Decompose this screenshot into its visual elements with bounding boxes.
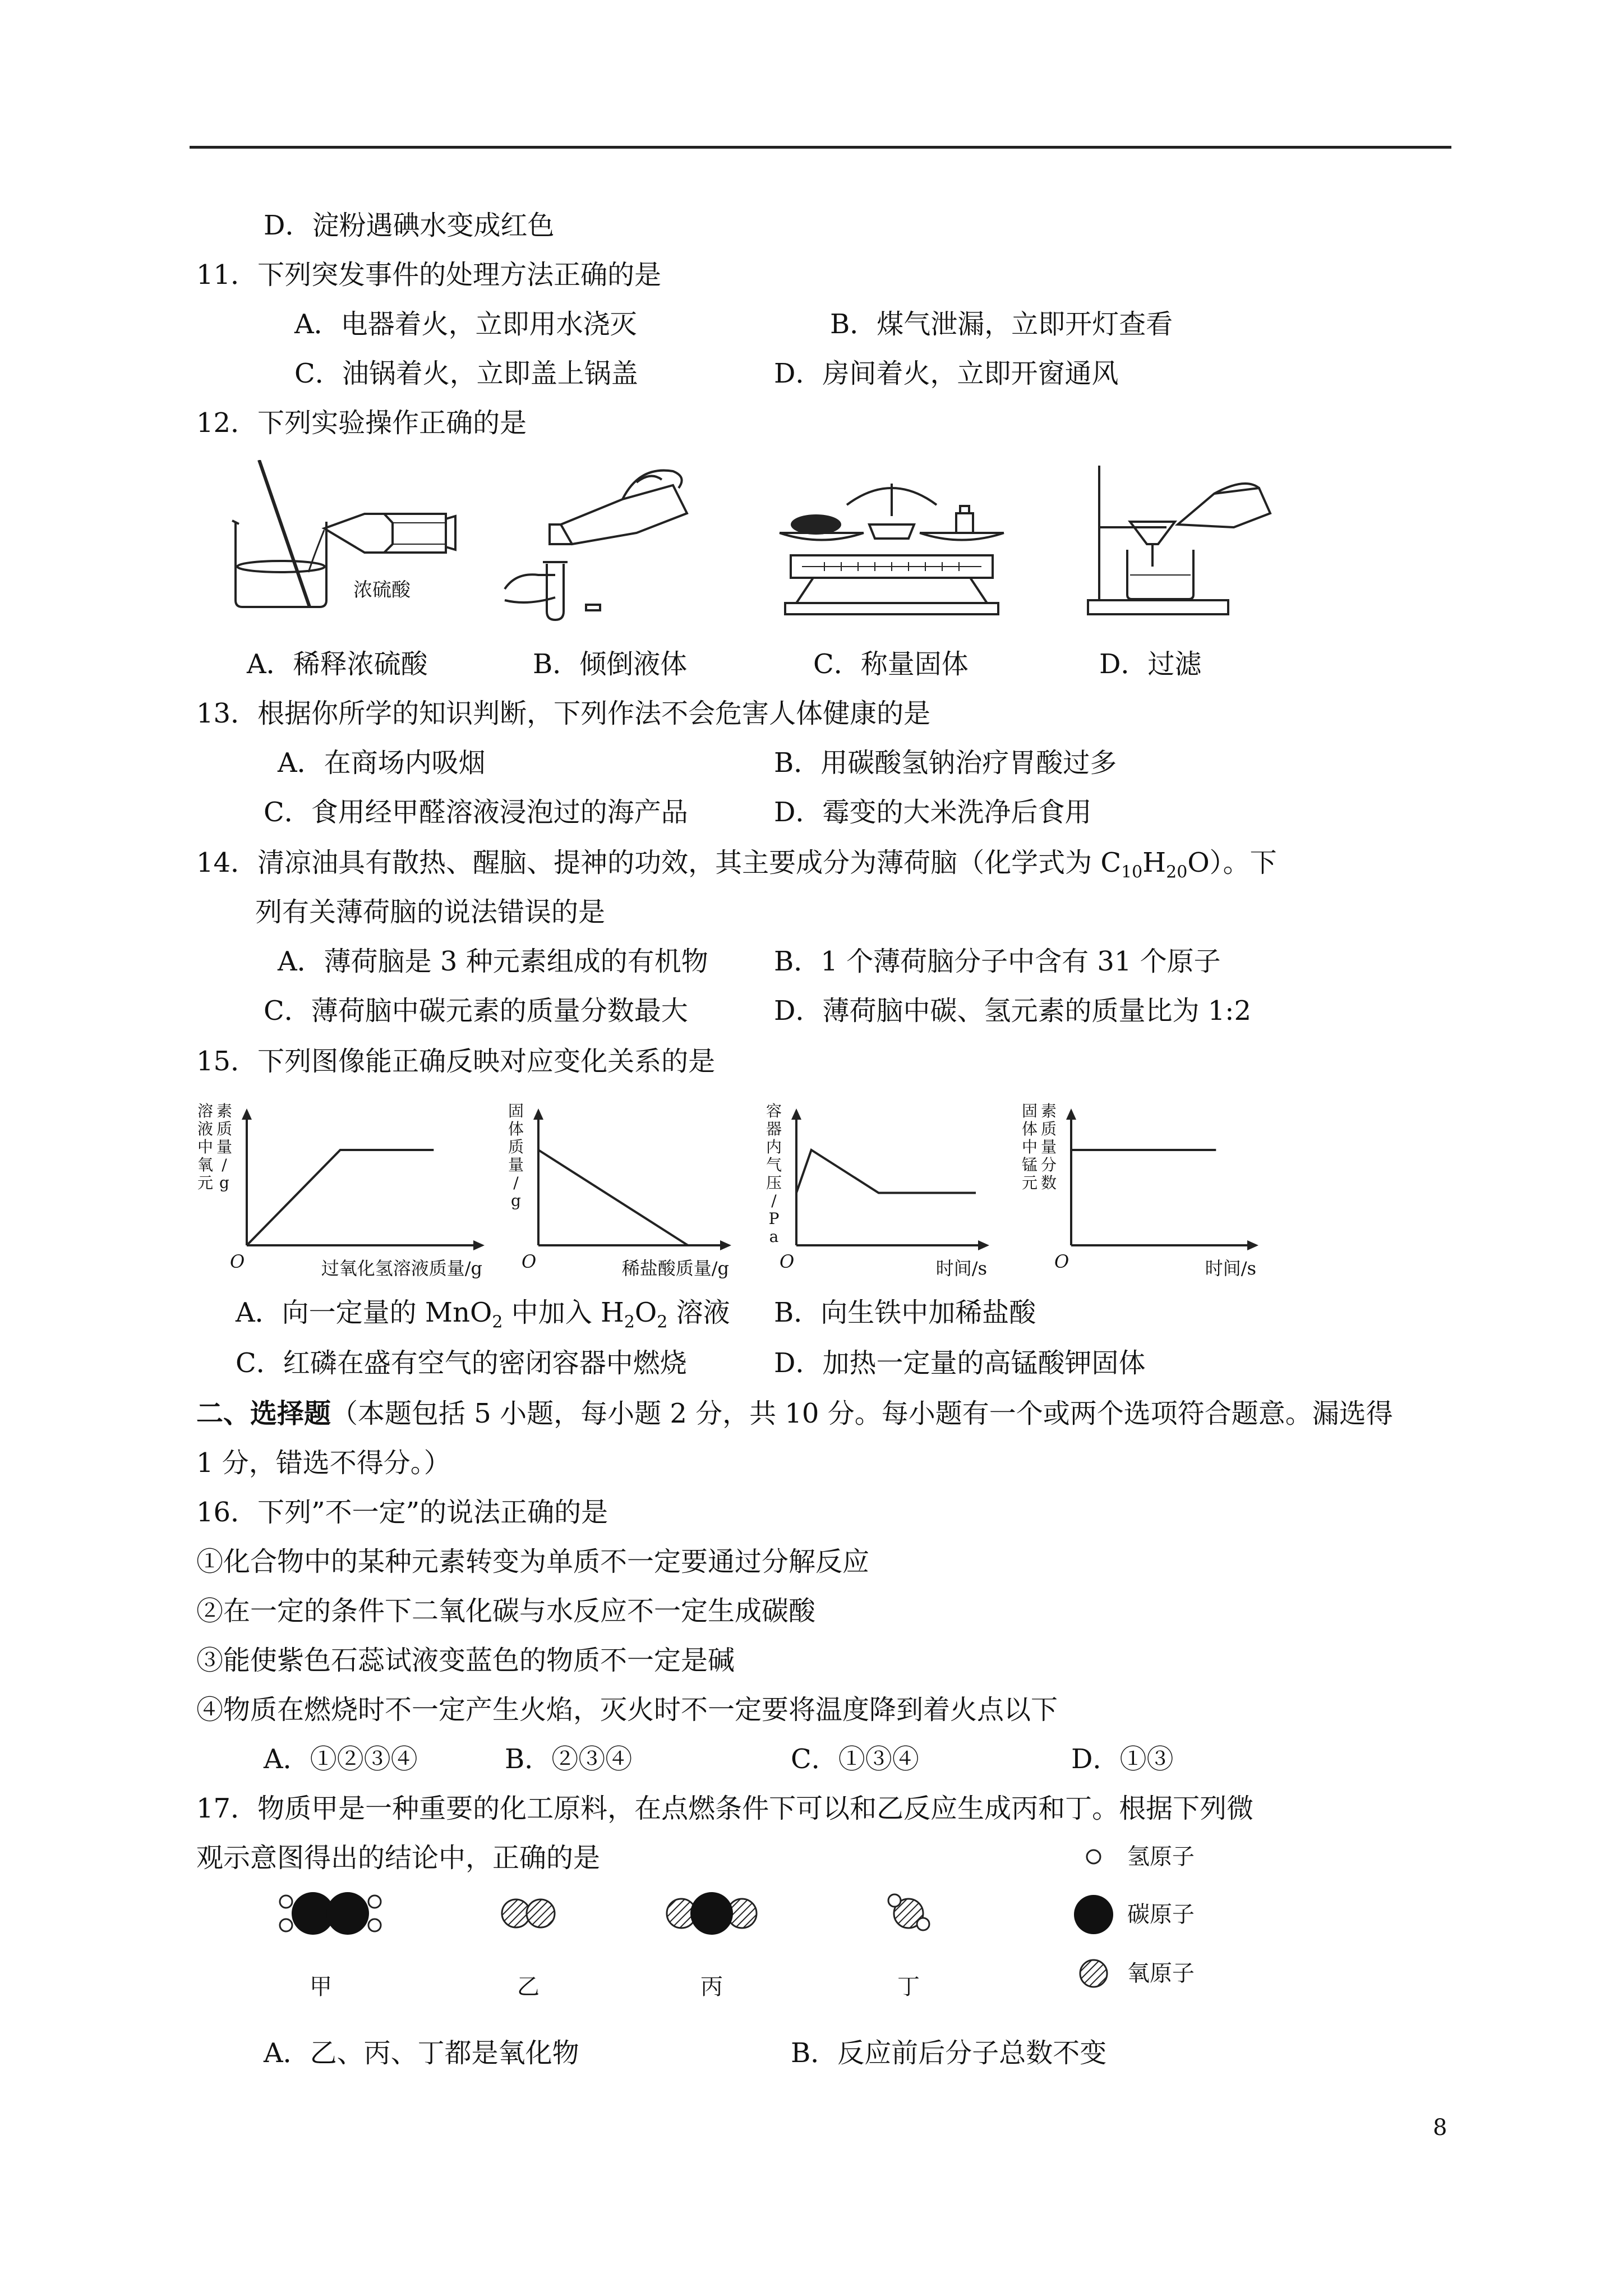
q12-figure-a — [224, 460, 460, 617]
section2-desc2: 1 分，错选不得分。） — [196, 1447, 451, 1479]
y-axis-label-char: 素 — [216, 1102, 233, 1120]
y-axis-label-char: 素 — [1040, 1102, 1057, 1120]
q14-stem: 14．清凉油具有散热、醒脑、提神的功效，其主要成分为薄荷脑（化学式为 $C_{10}H_{20}O$）。下 — [196, 847, 1277, 882]
q11-option-a: A．电器着火，立即用水浇灭 — [294, 309, 637, 340]
header-rule — [190, 146, 1451, 149]
q12-stem: 12．下列实验操作正确的是 — [196, 407, 527, 439]
section2-desc: （本题包括 5 小题，每小题 2 分，共 10 分。每小题有一个或两个选项符合题意。漏选得 — [331, 1398, 1393, 1429]
legend-hydrogen: 氢原子 — [1127, 1844, 1195, 1870]
chart-c — [757, 1094, 1004, 1279]
y-axis-label-char: g — [511, 1191, 521, 1210]
q16-statement-2: ②在一定的条件下二氧化碳与水反应不一定生成碳酸 — [196, 1595, 816, 1627]
q17-stem-line2: 观示意图得出的结论中，正确的是 — [196, 1842, 601, 1874]
y-axis-label-char: 质 — [216, 1120, 233, 1138]
y-axis-label-char: 量 — [1040, 1138, 1057, 1156]
q12-option-b: B．倾倒液体 — [533, 648, 688, 680]
x-axis-arrow — [978, 1240, 989, 1250]
q13-option-b: B．用碳酸氢钠治疗胃酸过多 — [774, 747, 1117, 779]
x-axis-label: 时间/s — [935, 1258, 987, 1279]
q12-option-d: D．过滤 — [1099, 648, 1202, 680]
y-axis-label-char: 内 — [766, 1138, 782, 1156]
q15-option-b: B．向生铁中加稀盐酸 — [774, 1297, 1036, 1328]
q16-option-d: D．①③ — [1071, 1743, 1174, 1775]
y-axis-label-char: 中 — [197, 1138, 214, 1156]
y-axis-label-char: / — [771, 1191, 777, 1210]
y-axis-label-char: 器 — [766, 1120, 782, 1138]
y-axis-label-char: 容 — [766, 1102, 782, 1120]
q12-figure-b — [494, 460, 695, 623]
q14-option-a: A．薄荷脑是 3 种元素组成的有机物 — [278, 946, 708, 977]
q12-fig-label: 浓硫酸 — [353, 579, 411, 601]
q13-stem: 13．根据你所学的知识判断，下列作法不会危害人体健康的是 — [196, 698, 931, 729]
q12-option-a: A．稀释浓硫酸 — [247, 648, 428, 680]
q14-option-c: C．薄荷脑中碳元素的质量分数最大 — [264, 995, 688, 1027]
y-axis-label-char: a — [769, 1227, 779, 1246]
x-axis-arrow — [473, 1240, 485, 1250]
chart-a — [185, 1094, 499, 1279]
q10-option-d: D．淀粉遇碘水变成红色 — [264, 210, 555, 241]
q12-figure-d — [1077, 460, 1284, 617]
q11-option-b: B．煤气泄漏，立即开灯查看 — [830, 309, 1173, 340]
y-axis-label-char: 量 — [508, 1156, 524, 1174]
q14-option-b: B．1 个薄荷脑分子中含有 31 个原子 — [774, 946, 1221, 977]
q17-option-b: B．反应前后分子总数不变 — [791, 2037, 1107, 2069]
section2-title: 二、选择题 — [196, 1398, 331, 1429]
y-axis-label-char: 体 — [1021, 1120, 1038, 1138]
name-bing: 丙 — [700, 1974, 723, 2000]
name-jia: 甲 — [310, 1974, 332, 2000]
molecule-ding — [888, 1894, 929, 1930]
y-axis-label-char: 中 — [1021, 1138, 1038, 1156]
y-axis-label-char: 气 — [766, 1156, 782, 1174]
y-axis-label-char: 溶 — [197, 1102, 214, 1120]
page-number: 8 — [1433, 2115, 1447, 2141]
q12-figure-c — [768, 471, 1015, 617]
q16-stem: 16．下列”不一定”的说法正确的是 — [196, 1497, 608, 1528]
y-axis-label-char: 固 — [508, 1102, 524, 1120]
legend — [1074, 1844, 1195, 1987]
q13-option-c: C．食用经甲醛溶液浸泡过的海产品 — [264, 797, 688, 828]
q16-statement-4: ④物质在燃烧时不一定产生火焰，灭火时不一定要将温度降到着火点以下 — [196, 1694, 1058, 1726]
y-axis-label-char: 质 — [508, 1138, 524, 1156]
section2-header — [196, 1397, 1393, 1430]
q15-option-c: C．红磷在盛有空气的密闭容器中燃烧 — [236, 1347, 687, 1379]
x-axis-arrow — [720, 1240, 731, 1250]
y-axis-label-char: 元 — [197, 1174, 214, 1192]
y-axis-label-char: 氧 — [197, 1156, 214, 1174]
origin-label: O — [230, 1251, 245, 1272]
name-ding: 丁 — [897, 1974, 920, 2000]
q11-stem: 11．下列突发事件的处理方法正确的是 — [196, 259, 662, 291]
y-axis-arrow — [533, 1108, 543, 1120]
y-axis-arrow — [242, 1108, 252, 1120]
y-axis-label-char: 锰 — [1021, 1156, 1038, 1174]
q16-option-c: C．①③④ — [791, 1743, 919, 1775]
y-axis-label-char: 液 — [197, 1120, 214, 1138]
q16-option-b: B．②③④ — [505, 1743, 633, 1775]
y-axis-label-char: / — [513, 1174, 519, 1192]
y-axis-label-char: g — [219, 1174, 229, 1192]
y-axis-label-char: 数 — [1040, 1174, 1057, 1192]
x-axis-label: 稀盐酸质量/g — [621, 1258, 729, 1279]
q16-statement-3: ③能使紫色石蕊试液变蓝色的物质不一定是碱 — [196, 1645, 735, 1676]
q17-stem: 17．物质甲是一种重要的化工原料，在点燃条件下可以和乙反应生成丙和丁。根据下列微 — [196, 1793, 1254, 1824]
y-axis-arrow — [791, 1108, 801, 1120]
q13-option-d: D．霉变的大米洗净后食用 — [774, 797, 1092, 828]
y-axis-arrow — [1066, 1108, 1076, 1120]
y-axis-label-char: 体 — [508, 1120, 524, 1138]
y-axis-label-char: P — [768, 1209, 780, 1228]
y-axis-label-char: 压 — [766, 1174, 782, 1192]
legend-oxygen: 氧原子 — [1127, 1961, 1195, 1986]
q11-option-d: D．房间着火，立即开窗通风 — [774, 358, 1119, 389]
q16-option-a: A．①②③④ — [264, 1743, 418, 1775]
y-axis-label-char: 元 — [1021, 1174, 1038, 1192]
y-axis-label-char: 固 — [1021, 1102, 1038, 1120]
series-line — [247, 1150, 434, 1245]
q14-stem-line2: 列有关薄荷脑的说法错误的是 — [255, 896, 606, 928]
molecule-bing — [667, 1892, 757, 1935]
origin-label: O — [780, 1251, 795, 1272]
q11-option-c: C．油锅着火，立即盖上锅盖 — [294, 358, 638, 389]
origin-label: O — [522, 1251, 537, 1272]
legend-carbon: 碳原子 — [1127, 1902, 1195, 1927]
q14-option-d: D．薄荷脑中碳、氢元素的质量比为 1:2 — [774, 995, 1251, 1027]
y-axis-label-char: 量 — [216, 1138, 233, 1156]
q16-statement-1: ①化合物中的某种元素转变为单质不一定要通过分解反应 — [196, 1546, 870, 1577]
q13-option-a: A．在商场内吸烟 — [278, 747, 486, 779]
q17-molecule-diagram — [258, 1818, 1279, 2008]
molecule-yi — [502, 1899, 555, 1927]
y-axis-label-char: 质 — [1040, 1120, 1057, 1138]
q15-stem: 15．下列图像能正确反映对应变化关系的是 — [196, 1046, 716, 1077]
q15-option-d: D．加热一定量的高锰酸钾固体 — [774, 1347, 1146, 1379]
x-axis-arrow — [1247, 1240, 1258, 1250]
chart-b — [499, 1094, 746, 1279]
name-yi: 乙 — [517, 1974, 540, 2000]
molecule-jia — [280, 1892, 381, 1935]
q17-option-a: A．乙、丙、丁都是氧化物 — [264, 2037, 579, 2069]
y-axis-label-char: 分 — [1040, 1156, 1057, 1174]
chart-d — [1015, 1094, 1262, 1279]
series-line — [538, 1150, 688, 1245]
x-axis-label: 过氧化氢溶液质量/g — [321, 1258, 482, 1279]
q15-option-a: A．向一定量的 MnO$_2$ 中加入 $H_2O_2$ 溶液 — [236, 1297, 730, 1332]
origin-label: O — [1054, 1251, 1069, 1272]
series-line — [796, 1150, 976, 1193]
x-axis-label: 时间/s — [1205, 1258, 1256, 1279]
y-axis-label-char: / — [222, 1156, 227, 1174]
q12-option-c: C．称量固体 — [813, 648, 969, 680]
